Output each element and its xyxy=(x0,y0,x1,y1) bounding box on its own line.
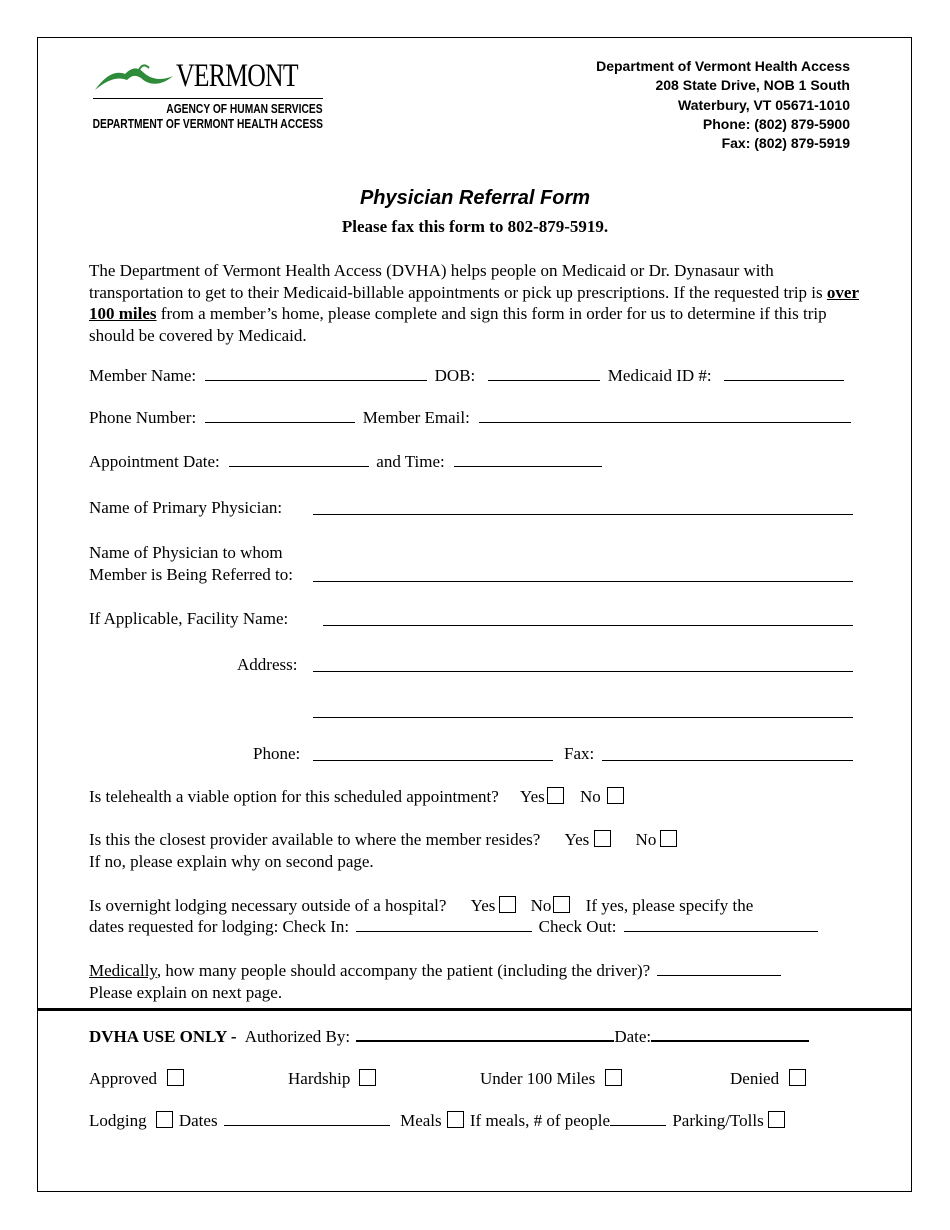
closest-yes-label: Yes xyxy=(564,830,590,849)
denied-option xyxy=(730,1069,806,1089)
meals-checkbox[interactable] xyxy=(447,1111,464,1128)
check-in-label: dates requested for lodging: Check In: xyxy=(89,917,350,936)
intro-paragraph: The Department of Vermont Health Access (DVHA) helps people on Medicaid or Dr. Dynasaur with transportation to get to their Medicaid-billable appointments or pick up prescriptions. If the requested trip is over 100 miles from a member’s home, please complete and sign this form in order for us to determine if this trip should be covered by Medicaid. xyxy=(89,261,859,345)
telehealth-yes-checkbox[interactable] xyxy=(547,787,564,804)
check-out-field[interactable] xyxy=(624,917,818,932)
logo-divider xyxy=(93,98,323,99)
telehealth-no-checkbox[interactable] xyxy=(607,787,624,804)
meals-people-label: If meals, # of people xyxy=(469,1111,611,1130)
dvha-dates-field[interactable] xyxy=(224,1111,390,1126)
approved-checkbox[interactable] xyxy=(167,1069,184,1086)
under-100-option xyxy=(480,1069,622,1089)
dob-field[interactable] xyxy=(488,366,600,381)
lodging-yes-checkbox[interactable] xyxy=(499,896,516,913)
medicaid-id-field[interactable] xyxy=(724,366,844,381)
phone-number-field[interactable] xyxy=(205,408,355,423)
telehealth-question: Is telehealth a viable option for this scheduled appointment? xyxy=(89,787,499,806)
closest-provider-note: If no, please explain why on second page. xyxy=(89,852,374,871)
telehealth-row xyxy=(89,787,624,807)
authorized-by-label: Authorized By: xyxy=(244,1027,351,1046)
denied-label: Denied xyxy=(730,1069,780,1088)
authorized-by-field[interactable] xyxy=(356,1026,614,1042)
hardship-option xyxy=(288,1069,376,1089)
page-title: Physician Referral Form xyxy=(359,187,591,209)
meals-label: Meals xyxy=(400,1111,442,1130)
address-line-2: 208 State Drive, NOB 1 South xyxy=(655,77,850,94)
mountain-swoosh-icon xyxy=(93,60,175,94)
approved-label: Approved xyxy=(89,1069,157,1088)
page-subtitle: Please fax this form to 802-879-5919. xyxy=(341,217,609,236)
appointment-date-field[interactable] xyxy=(229,452,369,467)
lodging-yes-label: Yes xyxy=(470,896,496,915)
facility-fax-label: Fax: xyxy=(564,744,595,763)
facility-fax-field[interactable] xyxy=(602,746,853,761)
meals-people-field[interactable] xyxy=(610,1111,666,1126)
member-name-label: Member Name: xyxy=(89,366,197,385)
accompany-explain-note: Please explain on next page. xyxy=(89,983,283,1002)
lodging-row xyxy=(89,896,753,916)
logo-department-line: DEPARTMENT OF VERMONT HEALTH ACCESS xyxy=(92,117,323,131)
dvha-date-field[interactable] xyxy=(651,1026,809,1042)
appointment-row xyxy=(89,452,602,472)
denied-checkbox[interactable] xyxy=(789,1069,806,1086)
member-info-row xyxy=(89,366,844,386)
lodging-question: Is overnight lodging necessary outside of a hospital? xyxy=(89,896,447,915)
parking-tolls-label: Parking/Tolls xyxy=(672,1111,764,1130)
dob-label: DOB: xyxy=(434,366,476,385)
dvha-date-label: Date: xyxy=(614,1027,652,1046)
approved-option xyxy=(89,1069,184,1089)
medically-word: Medically xyxy=(89,961,157,980)
medicaid-id-label: Medicaid ID #: xyxy=(607,366,712,385)
dvha-divider xyxy=(37,1008,912,1011)
closest-no-label: No xyxy=(635,830,657,849)
address-block xyxy=(596,57,850,153)
facility-phone-label: Phone: xyxy=(253,744,301,763)
dvha-lodging-row xyxy=(89,1111,785,1131)
phone-number-label: Phone Number: xyxy=(89,408,197,427)
parking-tolls-checkbox[interactable] xyxy=(768,1111,785,1128)
dvha-dates-label: Dates xyxy=(178,1111,218,1130)
under-100-label: Under 100 Miles xyxy=(480,1069,596,1088)
logo-wordmark: VERMONT xyxy=(176,58,298,94)
address-line-1: Department of Vermont Health Access xyxy=(596,58,850,74)
dvha-authorization-row xyxy=(89,1026,809,1047)
lodging-note: If yes, please specify the xyxy=(585,896,754,915)
member-email-label: Member Email: xyxy=(362,408,470,427)
address-line-3: Waterbury, VT 05671-1010 xyxy=(678,96,850,113)
member-email-field[interactable] xyxy=(479,408,851,423)
accompany-row xyxy=(89,961,781,981)
facility-name-field[interactable] xyxy=(323,611,853,626)
logo-agency-line: AGENCY OF HUMAN SERVICES xyxy=(166,102,323,116)
dvha-lodging-label: Lodging xyxy=(89,1111,147,1130)
dvha-lodging-checkbox[interactable] xyxy=(156,1111,173,1128)
address-phone: Phone: (802) 879-5900 xyxy=(702,115,850,132)
closest-provider-row xyxy=(89,830,677,850)
facility-name-label: If Applicable, Facility Name: xyxy=(89,609,289,628)
appointment-time-label: and Time: xyxy=(376,452,445,471)
accompany-count-field[interactable] xyxy=(657,961,781,976)
intro-emphasis: over 100 miles xyxy=(89,282,859,323)
facility-phone-field[interactable] xyxy=(313,746,553,761)
primary-physician-label: Name of Primary Physician: xyxy=(89,498,283,517)
dvha-heading: DVHA USE ONLY - xyxy=(89,1027,237,1046)
closest-yes-checkbox[interactable] xyxy=(594,830,611,847)
appointment-time-field[interactable] xyxy=(454,452,602,467)
lodging-no-checkbox[interactable] xyxy=(553,896,570,913)
logo xyxy=(93,58,325,133)
facility-address-label: Address: xyxy=(237,655,298,674)
lodging-no-label: No xyxy=(530,896,552,915)
primary-physician-field[interactable] xyxy=(313,500,853,515)
referred-physician-label-2: Member is Being Referred to: xyxy=(89,565,293,584)
hardship-label: Hardship xyxy=(288,1069,351,1088)
telehealth-no-label: No xyxy=(580,787,601,806)
telehealth-yes-label: Yes xyxy=(520,787,545,806)
closest-no-checkbox[interactable] xyxy=(660,830,677,847)
referred-physician-field[interactable] xyxy=(313,567,853,582)
closest-provider-question: Is this the closest provider available to where the member resides? xyxy=(89,830,541,849)
facility-address-field-1[interactable] xyxy=(313,657,853,672)
referred-physician-label-1: Name of Physician to whom xyxy=(89,543,283,562)
contact-row xyxy=(89,408,851,428)
address-fax: Fax: (802) 879-5919 xyxy=(721,135,850,152)
under-100-checkbox[interactable] xyxy=(605,1069,622,1086)
lodging-dates-row xyxy=(89,917,818,937)
check-in-field[interactable] xyxy=(356,917,532,932)
hardship-checkbox[interactable] xyxy=(359,1069,376,1086)
check-out-label: Check Out: xyxy=(538,917,617,936)
member-name-field[interactable] xyxy=(205,366,427,381)
accompany-question: , how many people should accompany the patient (including the driver)? xyxy=(156,961,651,980)
facility-address-field-2[interactable] xyxy=(313,703,853,718)
appointment-date-label: Appointment Date: xyxy=(89,452,220,471)
